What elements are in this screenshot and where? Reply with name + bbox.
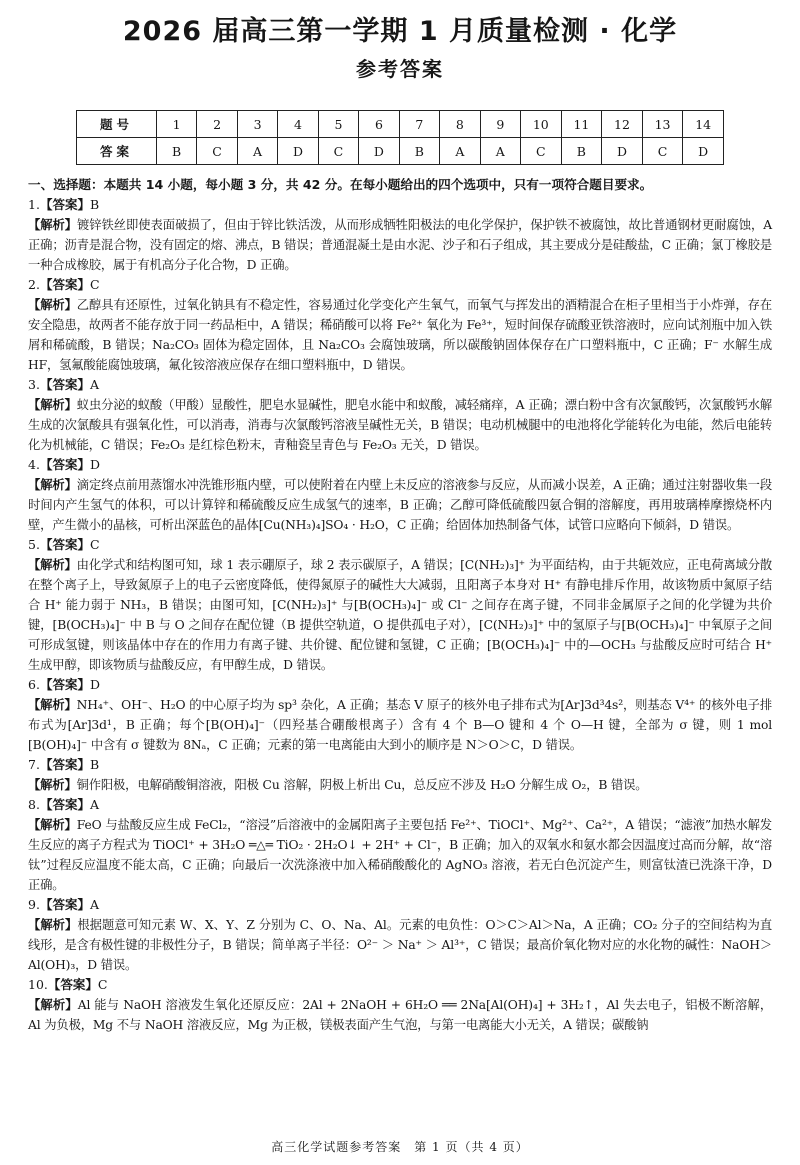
analysis-tag: 【解析】: [28, 398, 77, 412]
question-number: 4.: [28, 457, 40, 472]
answer-line: [28, 535, 772, 555]
analysis-tag: 【解析】: [28, 918, 78, 932]
question-block: [28, 675, 772, 755]
answer-line: [28, 375, 772, 395]
answer-line: [28, 975, 772, 995]
question-number: 3.: [28, 377, 40, 392]
answer-table-cell: D: [602, 138, 643, 165]
answer-value: B: [89, 757, 100, 772]
question-block: [28, 755, 772, 795]
analysis-paragraph: [28, 475, 772, 535]
analysis-tag: 【解析】: [28, 478, 77, 492]
analysis-text: 由化学式和结构图可知，球 1 表示硼原子，球 2 表示碳原子，A 错误；[C(NH₂)₃]⁺ 为平面结构，由于共轭效应，正电荷离域分散在整个离子上，导致氮原子上的电子云密度降低，使得氮原子的碱性大大减弱，且阳离子本身对 H⁺ 有静电排斥作用，故该物质中氮原子结合 H⁺ 能力弱于 NH₃，B 错误；由图可知，[C(NH₂)₃]⁺ 与[B(OCH₃)₄]⁻ 或 Cl⁻ 之间存在离子键，不同非金属原子之间的化学键为共价键，[B(OCH₃)₄]⁻ 中 B 与 O 之间存在配位键（B 提供空轨道，O 提供孤电子对），[C(NH₂)₃]⁺ 中的氢原子与[B(OCH₃)₄]⁻ 中氧原子之间可形成氢键，则该晶体中存在的作用力有离子键、共价键、配位键和氢键，C 正确；[B(OCH₃)₄]⁻ 中的—OCH₃ 与盐酸反应时可结合 H⁺ 生成甲醇，即该物质与盐酸反应，有甲醇生成，D 错误。: [28, 558, 772, 672]
answer-table-answer-label: 答案: [77, 138, 157, 165]
answer-table-cell: 5: [318, 111, 358, 138]
analysis-text: 镀锌铁丝即使表面破损了，但由于锌比铁活泼，从而形成牺牲阳极法的电化学保护，保护铁不被腐蚀，故比普通钢材更耐腐蚀，A 正确；沥青是混合物，没有固定的熔、沸点，B 错误；普通混凝土是由水泥、沙子和石子组成，其主要成分是硅酸盐，C 正确；氯丁橡胶是一种合成橡胶，属于有机高分子化合物，D 正确。: [28, 218, 772, 272]
question-number: 5.: [28, 537, 40, 552]
page-title: 2026 届高三第一学期 1 月质量检测 · 化学: [122, 16, 678, 47]
analysis-paragraph: [28, 815, 772, 895]
answer-table-cell: B: [399, 138, 439, 165]
answer-table-cell: 7: [399, 111, 439, 138]
answer-line: [28, 795, 772, 815]
analysis-tag: 【解析】: [28, 998, 78, 1012]
answer-tag: 【答案】: [39, 537, 90, 552]
analysis-paragraph: [28, 295, 772, 375]
question-block: [28, 535, 772, 675]
answer-value: C: [89, 537, 100, 552]
answer-table-cell: D: [278, 138, 318, 165]
question-block: [28, 975, 772, 1035]
answer-table-cell: A: [440, 138, 480, 165]
analysis-paragraph: [28, 695, 772, 755]
question-number: 9.: [28, 897, 40, 912]
answer-value: B: [89, 197, 100, 212]
answer-tag: 【答案】: [39, 197, 90, 212]
question-number: 1.: [28, 197, 40, 212]
analysis-text: 铜作阳极，电解硝酸铜溶液，阳极 Cu 溶解，阴极上析出 Cu，总反应不涉及 H₂O 分解生成 O₂，B 错误。: [76, 778, 648, 792]
question-block: [28, 795, 772, 895]
answer-tag: 【答案】: [39, 797, 90, 812]
answer-table-answer-row: [77, 138, 724, 165]
question-block: [28, 895, 772, 975]
analysis-tag: 【解析】: [28, 558, 77, 572]
analysis-tag: 【解析】: [28, 778, 77, 792]
answer-table-cell: 13: [642, 111, 683, 138]
question-block: [28, 375, 772, 455]
analysis-paragraph: [28, 915, 772, 975]
answer-table-cell: A: [480, 138, 520, 165]
analysis-text: FeO 与盐酸反应生成 FeCl₂，“溶浸”后溶液中的金属阳离子主要包括 Fe²⁺、TiOCl⁺、Mg²⁺、Ca²⁺，A 错误；“滤液”加热水解发生反应的离子方程式为 TiOCl⁺ + 3H₂O ═△═ TiO₂ · 2H₂O↓ + 2H⁺ + Cl⁻，B 正确；加入的双氧水和氨水都会因温度过高而分解，故“溶钛”过程反应温度不能太高，C 正确；向最后一次洗涤液中加入稀硝酸酸化的 AgNO₃ 溶液，若无白色沉淀产生，则富钛渣已洗涤干净，D 正确。: [28, 818, 772, 892]
analysis-paragraph: [28, 775, 772, 795]
answer-tag: 【答案】: [39, 377, 90, 392]
answer-table-cell: D: [359, 138, 399, 165]
answer-table-cell: B: [156, 138, 196, 165]
answer-table-cell: C: [642, 138, 683, 165]
answer-table-cell: C: [197, 138, 237, 165]
answer-value: A: [89, 797, 99, 812]
analysis-paragraph: [28, 995, 772, 1035]
question-number: 7.: [28, 757, 40, 772]
analysis-tag: 【解析】: [28, 698, 77, 712]
answer-value: A: [89, 897, 99, 912]
answer-line: [28, 275, 772, 295]
question-number: 6.: [28, 677, 40, 692]
answer-table-cell: C: [521, 138, 562, 165]
analysis-tag: 【解析】: [28, 298, 77, 312]
answer-line: [28, 455, 772, 475]
analysis-text: 蚁虫分泌的蚁酸（甲酸）显酸性，肥皂水显碱性，肥皂水能中和蚁酸，减轻痛痒，A 正确；漂白粉中含有次氯酸钙，次氯酸钙水解生成的次氯酸具有强氧化性，可以消毒，消毒与次氯酸钙溶液呈碱性无关，B 错误；电动机械腿中的电池将化学能转化为电能，然后电能转化为机械能，C 错误；Fe₂O₃ 是红棕色粉末，青釉瓷呈青色与 Fe₂O₃ 无关，D 错误。: [28, 398, 773, 452]
analysis-text: 滴定终点前用蒸馏水冲洗锥形瓶内壁，可以使附着在内壁上未反应的溶液参与反应，从而减小误差，A 正确；通过注射器收集一段时间内产生氢气的体积，可以计算锌和稀硫酸反应生成氢气的速率，B 正确；乙醇可降低硫酸四氨合铜的溶解度，再用玻璃棒摩擦烧杯内壁，产生微小的晶核，可析出深蓝色的晶体[Cu(NH₃)₄]SO₄ · H₂O，C 正确；给固体加热制备气体，试管口应略向下倾斜，D 错误。: [28, 478, 773, 532]
answer-line: [28, 755, 772, 775]
analysis-text: NH₄⁺、OH⁻、H₂O 的中心原子均为 sp³ 杂化，A 正确；基态 V 原子的核外电子排布式为[Ar]3d³4s²，则基态 V⁴⁺ 的核外电子排布式为[Ar]3d¹，B 正确；每个[B(OH)₄]⁻（四羟基合硼酸根离子）含有 4 个 B—O 键和 4 个 O—H 键，全部为 σ 键，则 1 mol [B(OH)₄]⁻ 中含有 σ 键数为 8Nₐ，C 正确；元素的第一电离能由大到小的顺序是 N＞O＞C，D 错误。: [28, 698, 772, 752]
answer-table-number-label: 题号: [77, 111, 157, 138]
answer-tag: 【答案】: [39, 897, 90, 912]
answer-table-cell: 8: [440, 111, 480, 138]
answer-table-cell: 12: [602, 111, 643, 138]
answer-table: [76, 110, 724, 165]
page-subtitle: 参考答案: [356, 57, 444, 81]
answer-value: A: [89, 377, 99, 392]
question-number: 2.: [28, 277, 40, 292]
answer-table-cell: 6: [359, 111, 399, 138]
question-number: 10.: [28, 977, 48, 992]
answer-tag: 【答案】: [39, 757, 90, 772]
section-header: 一、选择题：本题共 14 小题，每小题 3 分，共 42 分。在每小题给出的四个选项中，只有一项符合题目要求。: [28, 177, 653, 192]
analysis-paragraph: [28, 215, 772, 275]
answer-line: [28, 895, 772, 915]
analysis-paragraph: [28, 395, 772, 455]
analysis-tag: 【解析】: [28, 818, 77, 832]
answer-tag: 【答案】: [39, 457, 90, 472]
answer-table-cell: 4: [278, 111, 318, 138]
page-footer: 高三化学试题参考答案 第 1 页（共 4 页）: [271, 1140, 529, 1154]
analysis-paragraph: [28, 555, 772, 675]
answer-tag: 【答案】: [47, 977, 98, 992]
answer-table-number-row: [77, 111, 724, 138]
answer-table-cell: 3: [237, 111, 277, 138]
answer-table-cell: A: [237, 138, 277, 165]
answer-value: C: [97, 977, 108, 992]
answer-table-cell: D: [683, 138, 724, 165]
question-block: [28, 275, 772, 375]
answer-table-cell: 14: [683, 111, 724, 138]
analysis-tag: 【解析】: [28, 218, 78, 232]
question-number: 8.: [28, 797, 40, 812]
answer-tag: 【答案】: [39, 277, 90, 292]
answer-line: [28, 195, 772, 215]
answer-value: C: [89, 277, 100, 292]
answer-table-cell: 11: [561, 111, 602, 138]
question-block: [28, 455, 772, 535]
answer-table-cell: 9: [480, 111, 520, 138]
answer-table-cell: C: [318, 138, 358, 165]
answer-line: [28, 675, 772, 695]
answer-table-cell: 2: [197, 111, 237, 138]
analysis-text: 根据题意可知元素 W、X、Y、Z 分别为 C、O、Na、Al。元素的电负性：O＞C＞Al＞Na，A 正确；CO₂ 分子的空间结构为直线形，是含有极性键的非极性分子，B 错误；简单离子半径：O²⁻ ＞ Na⁺ ＞ Al³⁺，C 错误；最高价氧化物对应的水化物的碱性：NaOH＞Al(OH)₃，D 错误。: [28, 918, 773, 972]
analysis-text: Al 能与 NaOH 溶液发生氧化还原反应：2Al + 2NaOH + 6H₂O ══ 2Na[Al(OH)₄] + 3H₂↑，Al 失去电子，铝极不断溶解，Al 为负极，Mg 不与 NaOH 溶液反应，Mg 为正极，镁极表面产生气泡，与第一电离能大小无关，A 错误；碳酸钠: [28, 998, 772, 1032]
answer-tag: 【答案】: [39, 677, 90, 692]
analysis-text: 乙醇具有还原性，过氧化钠具有不稳定性，容易通过化学变化产生氧气，而氧气与挥发出的酒精混合在柜子里相当于小炸弹，存在安全隐患，故两者不能存放于同一药品柜中，A 错误；稀硝酸可以将 Fe²⁺ 氧化为 Fe³⁺，短时间保存硫酸亚铁溶液时，应向试剂瓶中加入铁屑和稀硫酸，B 错误；Na₂CO₃ 固体为稳定固体，且 Na₂CO₃ 会腐蚀玻璃，所以碳酸钠固体保存在广口塑料瓶中，C 正确；F⁻ 水解生成 HF，氢氟酸能腐蚀玻璃，氟化铵溶液应保存在细口塑料瓶中，D 错误。: [28, 298, 773, 372]
answer-table-cell: 1: [156, 111, 196, 138]
answer-value: D: [89, 457, 100, 472]
question-block: [28, 195, 772, 275]
answer-table-cell: 10: [521, 111, 562, 138]
answer-value: D: [89, 677, 100, 692]
answer-table-cell: B: [561, 138, 602, 165]
